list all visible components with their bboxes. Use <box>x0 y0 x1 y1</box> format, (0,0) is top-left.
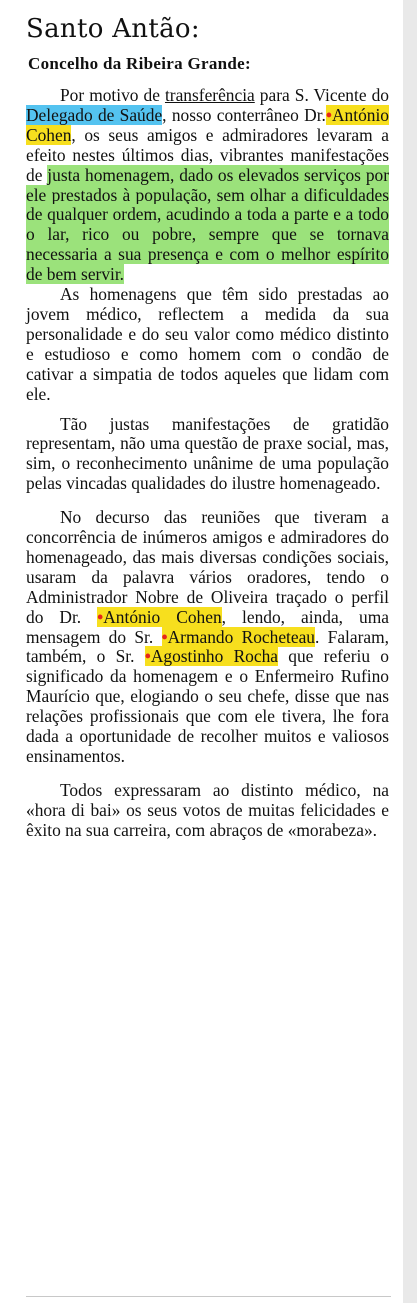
subhead: Concelho da Ribeira Grande: <box>28 54 251 73</box>
highlight-armando-rocheteau <box>162 627 315 647</box>
name-armando-rocheteau: Armando Rocheteau <box>167 626 316 647</box>
red-marker-icon: • <box>144 646 151 667</box>
p1-text-a: Por motivo de <box>60 85 165 105</box>
name-agostinho-rocha: Agostinho Rocha <box>150 646 279 667</box>
paragraph-3: Tão justas manifestações de gratidão representam, não uma questão de praxe social, mas, sim, o reconhecimento unânime de uma população pelas vincadas qualidades do ilustre homenageado. <box>26 413 389 494</box>
p4-text-b: , lendo, ainda, uma mensagem do Sr. <box>26 606 389 647</box>
name-antonio-cohen-1: António Cohen <box>26 104 389 145</box>
highlight-green-passage: , dado os elevados serviços por ele prestados à população, sem olhar a dificuldades de qualquer ordem, acudindo a toda a parte e a todo o lar, rico ou pobre, sempre que se tornava necessaria a sua presença e com o melhor espírito de bem servir. <box>26 164 390 285</box>
paragraph-2: As homenagens que têm sido prestadas ao jovem médico, reflectem a medida da sua personalidade e do seu valor como médico distinto e estudioso e como homem com o condão de cativar a simpatia de todos aqueles que lidam com ele. <box>26 284 389 404</box>
red-marker-icon: • <box>161 626 168 647</box>
paragraph-5: Todos expressaram ao distinto médico, na «hora di bai» os seus votos de muitas felicidades e êxito na sua carreira, com abraços de «morabeza». <box>26 779 389 840</box>
highlight-agostinho-rocha <box>145 646 278 666</box>
paragraph-4 <box>26 508 389 767</box>
p4-text-c: . Falaram, também, o Sr. <box>26 626 389 667</box>
red-marker-icon: • <box>97 606 104 627</box>
paragraph-1 <box>26 86 389 285</box>
p1-underlined-word: transferência <box>164 85 255 105</box>
highlight-justa-homenagem: justa homenagem <box>47 164 171 185</box>
name-antonio-cohen-2: António Cohen <box>103 606 222 627</box>
p1-text-d: , os seus amigos e admiradores levaram a efeito nestes últimos dias, vibrantes manifestações de <box>26 124 389 185</box>
scan-edge <box>403 0 417 1303</box>
p1-text-b: para S. Vicente do <box>254 85 389 105</box>
p4-text-a: No decurso das reuniões que tiveram a concorrência de inúmeros amigos e admiradores do homenageado, das mais diversas condições sociais, usaram da palavra vários oradores, tendo o Administrador Nobre de Oliveira traçado o perfil do Dr. <box>26 507 389 627</box>
red-marker-icon: • <box>325 104 332 125</box>
p4-text-d: que referiu o significado da homenagem e o Enfermeiro Rufino Maurício que, elogiando o seu chefe, disse que nas relações profissionais que com ele tivera, lhe fora dada a oportunidade de recolher muitos e valiosos ensinamentos. <box>26 646 389 766</box>
p1-text-c: , nosso conterrâneo Dr. <box>162 104 326 125</box>
bottom-divider <box>26 1296 391 1297</box>
highlight-delegado-de-saude: Delegado de Saúde <box>26 104 163 125</box>
article-body <box>26 86 389 841</box>
highlight-antonio-cohen-2 <box>97 607 222 627</box>
headline: Santo Antão: <box>26 14 200 44</box>
